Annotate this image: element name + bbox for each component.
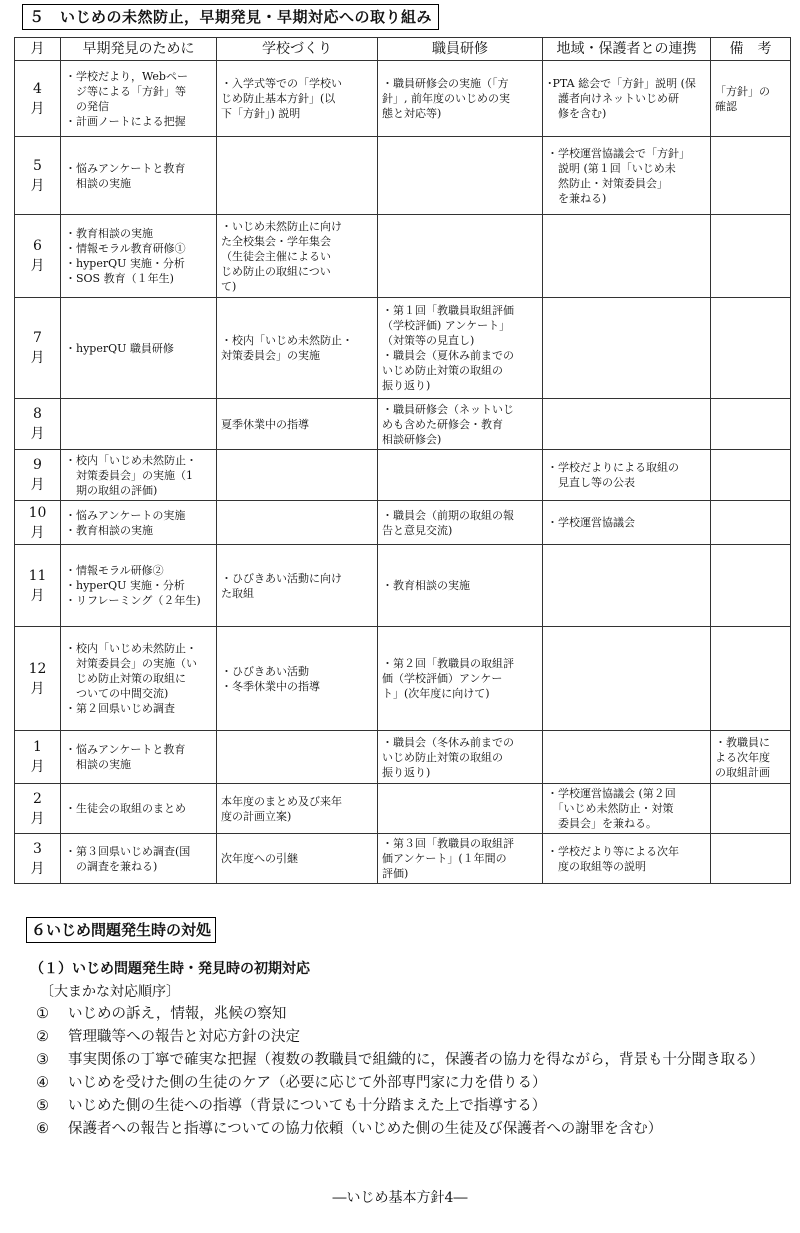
cell-line: ・ひびきあい活動に向け [221,571,342,585]
cell-community [543,61,711,137]
subsection-title: （１）いじめ問題発生時・発見時の初期対応 [30,961,310,977]
page-footer: ―いじめ基本方針4― [332,1190,468,1206]
month-unit: 月 [30,810,45,827]
cell-line: ・第３回県いじめ調査(国 [65,844,191,858]
section-5-title: ５ いじめの未然防止，早期発見・早期対応への取り組み [22,4,439,30]
cell-staff-training [378,137,543,215]
cell-line: 見直し等の公表 [547,476,635,489]
cell-line: いじめ防止対策の取組の [382,750,503,764]
table-row [15,731,791,784]
cell-notes [711,61,791,137]
month-unit: 月 [30,477,45,493]
cell-early-detection [61,834,217,884]
cell-line: （対策等の見直し) [382,334,475,347]
table-row [15,298,791,399]
cell-line: ・リフレーミング（２年生) [65,594,201,607]
cell-early-detection [61,61,217,137]
month-unit: 月 [30,680,45,697]
cell-line: 期の取組の評価) [65,483,158,497]
cell-line: ・校内「いじめ未然防止・ [65,642,197,655]
cell-community [543,298,711,399]
cell-line: 振り返り) [382,379,431,392]
cell-line: ・第１回「教職員取組評価 [382,304,514,317]
cell-line: 対策委員会」の実施（い [65,657,197,670]
cell-community [543,545,711,627]
cell-line: ・職員会（夏休み前までの [382,349,514,362]
cell-line: じめ防止基本方針」(以 [221,92,336,105]
cell-line: 本年度のまとめ及び来年 [221,794,342,808]
cell-line: 価（学校評価）アンケー [382,672,503,685]
cell-line: ・学校運営協議会 [547,516,635,529]
cell-line: 告と意見交流) [382,523,453,537]
step-number: ③ [36,1052,49,1068]
month-unit: 月 [30,350,45,366]
cell-line: ・hyperQU 職員研修 [65,341,174,355]
cell-month [15,137,61,215]
cell-line: めも含めた研修会・教育 [382,417,503,431]
cell-staff-training [378,545,543,627]
cell-line: た取組 [221,586,254,600]
cell-month [15,784,61,834]
cell-early-detection [61,545,217,627]
month-number: 12 [28,660,47,677]
cell-early-detection [61,215,217,298]
cell-notes [711,501,791,545]
cell-line: 護者向けネットいじめ研 [547,92,679,105]
cell-early-detection [61,501,217,545]
cell-community [543,137,711,215]
cell-school-building [217,731,378,784]
table-row [15,61,791,137]
cell-community [543,834,711,884]
month-number: 3 [33,840,42,857]
month-unit: 月 [30,426,45,442]
cell-line: ・情報モラル研修② [65,564,164,577]
cell-line: 夏季休業中の指導 [221,417,309,431]
cell-line: 相談研修会) [382,432,442,446]
cell-school-building [217,450,378,501]
cell-school-building [217,627,378,731]
cell-line: ・職員会（冬休み前までの [382,735,514,749]
order-label: 〔大まかな対応順序〕 [40,984,180,1000]
cell-line: 相談の実施 [65,758,131,771]
month-number: 8 [33,406,42,422]
cell-line: の調査を兼ねる) [65,859,158,873]
cell-month [15,298,61,399]
cell-line: ・計画ノートによる把握 [65,114,186,128]
cell-school-building [217,545,378,627]
cell-line: （生徒会主催によるい [221,249,331,263]
month-unit: 月 [30,759,45,775]
cell-line: ・学校だより等による次年 [547,844,679,858]
list-item [36,1095,798,1118]
cell-notes [711,627,791,731]
month-number: 11 [28,567,47,584]
month-number: 7 [33,330,42,346]
cell-line: ・いじめ未然防止に向け [221,219,342,233]
cell-line: ・情報モラル教育研修① [65,242,186,255]
cell-school-building [217,501,378,545]
cell-month [15,627,61,731]
cell-line: ・学校だより，Webペー [65,69,188,83]
table-row [15,627,791,731]
header-school-building: 学校づくり [217,38,378,61]
cell-staff-training [378,61,543,137]
month-unit: 月 [30,860,45,877]
cell-staff-training [378,450,543,501]
header-notes: 備 考 [711,38,791,61]
cell-month [15,61,61,137]
cell-line: 委員会」を兼ねる。 [547,817,657,830]
cell-line: ト」(次年度に向けて) [382,687,490,700]
cell-community [543,627,711,731]
cell-line: よる次年度 [715,750,770,764]
cell-line: 然防止・対策委員会」 [547,176,668,190]
cell-month [15,501,61,545]
cell-staff-training [378,298,543,399]
cell-early-detection [61,627,217,731]
cell-line: ・学校だよりによる取組の [547,461,679,474]
cell-line: 針」, 前年度のいじめの実 [382,92,510,105]
cell-community [543,215,711,298]
table-row [15,834,791,884]
cell-month [15,731,61,784]
cell-staff-training [378,501,543,545]
cell-line: ・教職員に [715,735,770,749]
cell-line: ・教育相談の実施 [65,227,153,240]
cell-line: 「方針」の [715,84,770,98]
cell-school-building [217,137,378,215]
cell-line: ・hyperQU 実施・分析 [65,579,185,592]
month-number: 10 [28,504,47,521]
cell-early-detection [61,784,217,834]
cell-line: 確認 [715,99,737,113]
cell-community [543,450,711,501]
cell-line: ・第３回「教職員の取組評 [382,837,514,850]
cell-early-detection [61,298,217,399]
cell-line: ・職員研修会の実施（「方 [382,77,509,90]
annual-plan-table [14,37,791,884]
cell-community [543,501,711,545]
cell-school-building [217,399,378,450]
step-number: ② [36,1029,49,1045]
cell-line: 下「方針」) 説明 [221,107,301,120]
section-6-title: ６いじめ問題発生時の対処 [26,917,216,943]
header-month: 月 [15,38,61,61]
table-row [15,450,791,501]
cell-line: 価アンケート」(１年間の [382,852,507,865]
month-number: 6 [33,238,42,254]
month-unit: 月 [30,177,45,194]
cell-line: ・SOS 教育（１年生) [65,272,174,285]
month-number: 1 [33,739,42,755]
cell-line: ・第２回県いじめ調査 [65,702,175,715]
month-unit: 月 [30,587,45,604]
cell-staff-training [378,784,543,834]
cell-early-detection [61,731,217,784]
table-row [15,501,791,545]
cell-line: ・生徒会の取組のまとめ [65,802,186,815]
table-row [15,215,791,298]
cell-notes [711,298,791,399]
header-community: 地域・保護者との連携 [543,38,711,61]
cell-line: 対策委員会」の実施 [221,349,320,362]
cell-school-building [217,215,378,298]
response-steps-list [36,1003,798,1141]
cell-line: ・職員会（前期の取組の報 [382,508,514,522]
cell-line: 度の取組等の説明 [547,859,646,873]
cell-line: 度の計画立案) [221,809,292,823]
table-header-row [15,38,791,61]
cell-line: （学校評価) アンケート」 [382,319,511,332]
cell-notes [711,450,791,501]
cell-early-detection [61,399,217,450]
step-text: 保護者への報告と指導についての協力依頼（いじめた側の生徒及び保護者への謝罪を含む） [68,1121,663,1137]
cell-early-detection [61,137,217,215]
cell-line: て) [221,279,237,293]
month-number: 2 [33,790,42,807]
table-row [15,784,791,834]
cell-school-building [217,834,378,884]
cell-line: 説明 (第１回「いじめ未 [547,161,676,175]
table-body [15,61,791,884]
cell-school-building [217,298,378,399]
cell-line: 次年度への引継 [221,852,298,865]
cell-community [543,784,711,834]
step-text: いじめを受けた側の生徒のケア（必要に応じて外部専門家に力を借りる） [68,1075,547,1091]
cell-school-building [217,784,378,834]
header-early-detection: 早期発見のために [61,38,217,61]
cell-line: ・悩みアンケートと教育 [65,743,186,756]
month-unit: 月 [30,100,45,117]
cell-notes [711,399,791,450]
step-text: 管理職等への報告と対応方針の決定 [68,1029,300,1045]
month-number: 5 [33,157,42,174]
cell-line: を兼ねる) [547,191,607,205]
step-number: ⑥ [36,1121,49,1137]
cell-notes [711,784,791,834]
cell-staff-training [378,834,543,884]
cell-month [15,215,61,298]
cell-line: ・悩みアンケートの実施 [65,508,186,522]
cell-line: じめ防止対策の取組に [65,672,186,685]
cell-line: ジ等による「方針」等 [65,84,186,98]
cell-line: ・校内「いじめ未然防止・ [221,334,353,347]
cell-line: じめ防止の取組につい [221,264,331,278]
cell-line: ・ひびきあい活動 [221,664,309,678]
step-text: いじめの訴え，情報，兆候の察知 [68,1006,287,1022]
cell-line: ・職員研修会（ネットいじ [382,402,514,416]
cell-staff-training [378,627,543,731]
cell-line: いじめ防止対策の取組の [382,364,503,377]
table-row [15,399,791,450]
step-text: 事実関係の丁寧で確実な把握（複数の教職員で組織的に，保護者の協力を得ながら，背景も十分聞き取る） [68,1052,764,1068]
cell-line: ・学校運営協議会で「方針」 [547,146,690,160]
cell-line: の発信 [65,99,109,113]
cell-staff-training [378,731,543,784]
cell-line: 対策委員会」の実施（1 [65,468,193,482]
cell-line: ･PTA 総会で「方針」説明 (保 [547,77,696,90]
cell-staff-training [378,399,543,450]
cell-month [15,834,61,884]
cell-notes [711,215,791,298]
cell-line: ・第２回「教職員の取組評 [382,657,514,670]
cell-notes [711,834,791,884]
cell-line: の取組計画 [715,765,770,779]
step-number: ④ [36,1075,49,1091]
cell-community [543,399,711,450]
header-staff-training: 職員研修 [378,38,543,61]
cell-line: ・hyperQU 実施・分析 [65,257,185,270]
cell-notes [711,137,791,215]
list-item [36,1118,798,1141]
cell-line: ・教育相談の実施 [382,579,470,592]
table-row [15,137,791,215]
month-number: 4 [33,80,42,97]
cell-line: た全校集会・学年集会 [221,234,331,248]
month-unit: 月 [30,258,45,274]
cell-line: 振り返り) [382,765,431,779]
cell-notes [711,545,791,627]
cell-notes [711,731,791,784]
table-row [15,545,791,627]
cell-month [15,399,61,450]
list-item [36,1049,798,1072]
cell-line: 態と対応等) [382,107,442,120]
step-number: ① [36,1006,49,1022]
cell-line: ・校内「いじめ未然防止・ [65,453,197,467]
month-number: 9 [33,457,42,473]
cell-line: ・教育相談の実施 [65,523,153,537]
cell-community [543,731,711,784]
cell-line: ・冬季休業中の指導 [221,679,320,693]
cell-line: 「いじめ未然防止・対策 [547,802,674,815]
cell-staff-training [378,215,543,298]
step-number: ⑤ [36,1098,49,1114]
cell-line: 評価) [382,867,409,880]
cell-line: 相談の実施 [65,176,131,190]
cell-school-building [217,61,378,137]
cell-month [15,450,61,501]
cell-line: 修を含む) [547,107,607,120]
cell-line: ・入学式等での「学校い [221,77,342,90]
list-item [36,1003,798,1026]
cell-early-detection [61,450,217,501]
month-unit: 月 [30,524,45,541]
step-text: いじめた側の生徒への指導（背景についても十分踏まえた上で指導する） [68,1098,547,1114]
cell-line: ・悩みアンケートと教育 [65,161,186,175]
list-item [36,1072,798,1095]
cell-line: ・学校運営協議会 (第２回 [547,787,676,800]
cell-month [15,545,61,627]
cell-line: ついての中間交流) [65,687,169,700]
list-item [36,1026,798,1049]
